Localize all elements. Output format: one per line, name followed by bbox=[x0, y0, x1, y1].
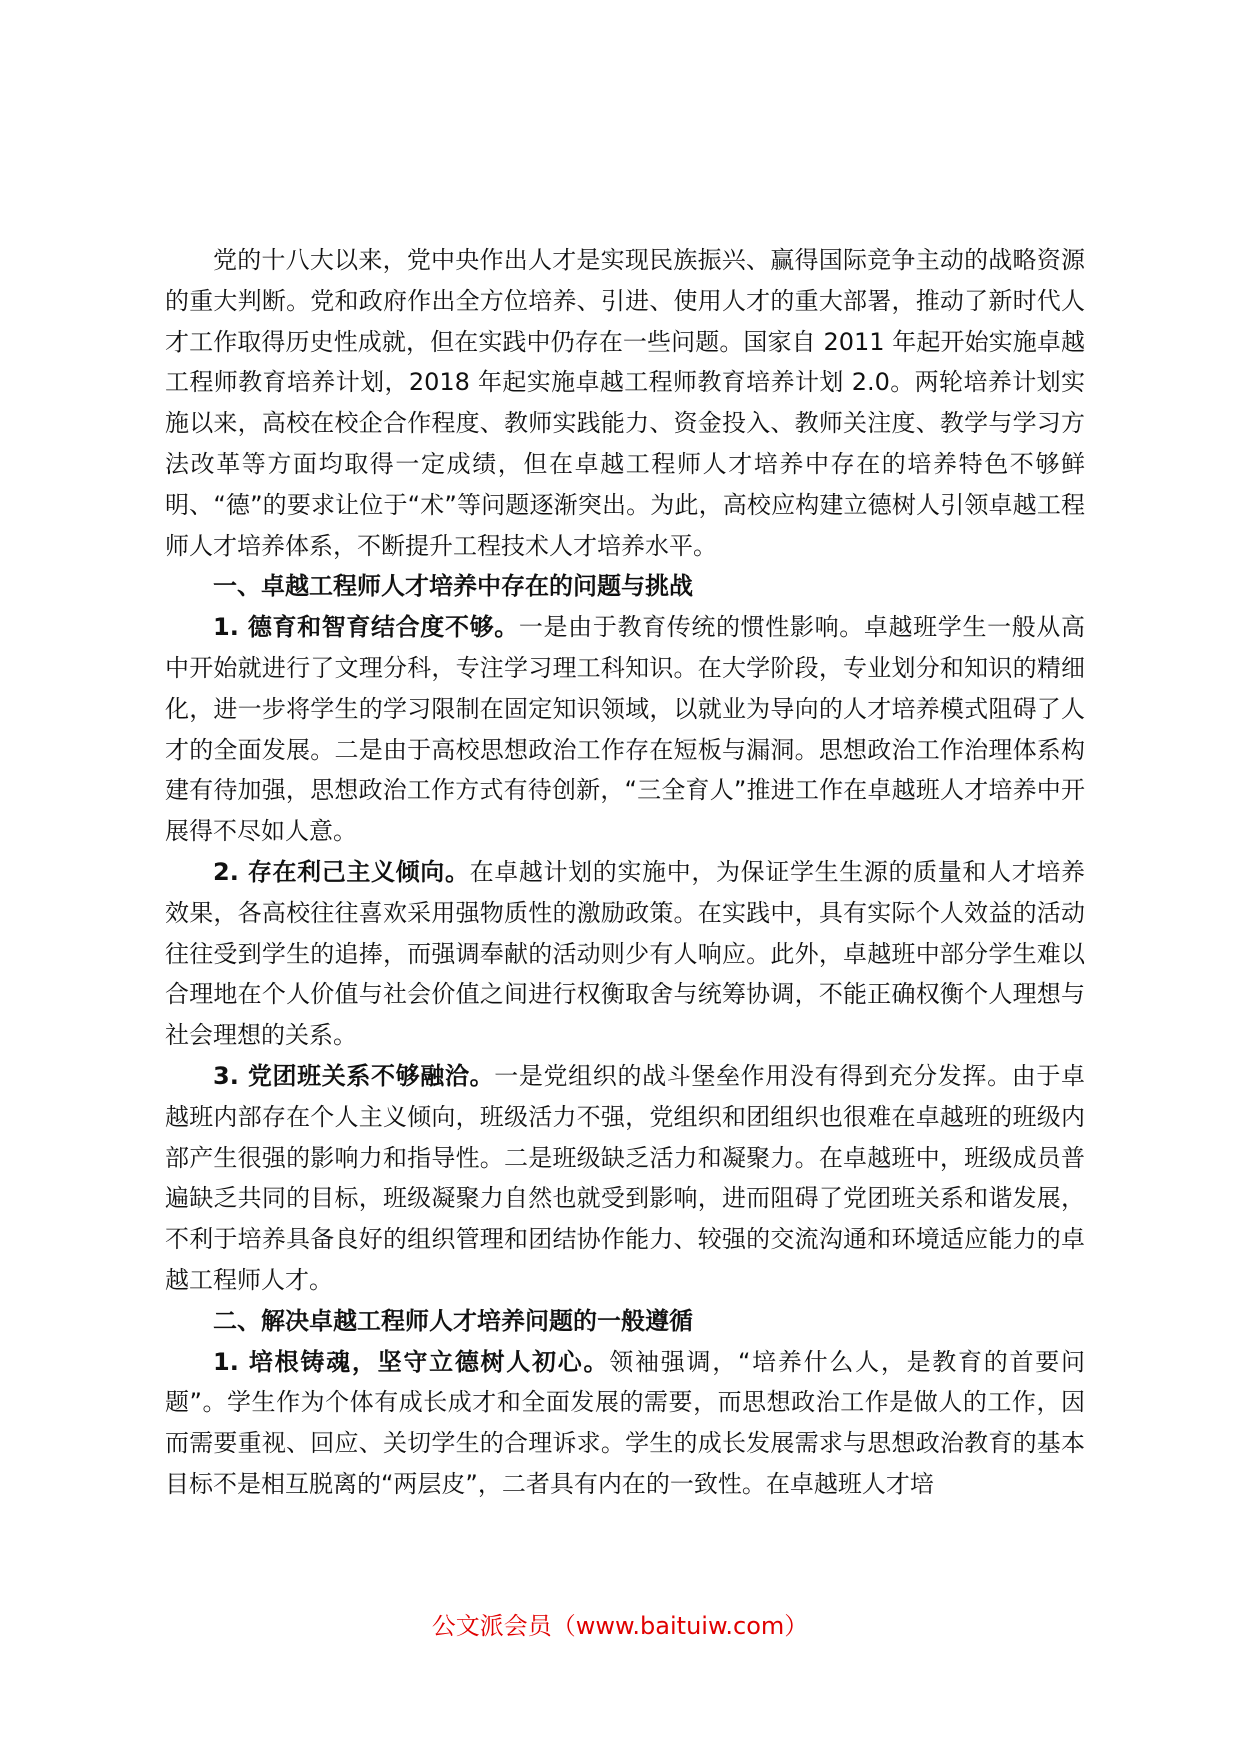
paragraph-lead: 1. 德育和智育结合度不够。 bbox=[213, 613, 519, 642]
paragraph-1-2 bbox=[165, 852, 1085, 1056]
paragraph-1-1 bbox=[165, 607, 1085, 852]
heading-text: 一、卓越工程师人才培养中存在的问题与挑战 bbox=[213, 572, 693, 601]
section-heading-1 bbox=[165, 566, 1085, 607]
paragraph-2-1 bbox=[165, 1342, 1085, 1505]
paragraph-intro bbox=[165, 240, 1085, 566]
paragraph-text: 党的十八大以来，党中央作出人才是实现民族振兴、赢得国际竞争主动的战略资源的重大判断。党和政府作出全方位培养、引进、使用人才的重大部署，推动了新时代人才工作取得历史性成就，但在实践中仍存在一些问题。国家自 2011 年起开始实施卓越工程师教育培养计划，2018 年起实施卓越工程师教育培养计划 2.0。两轮培养计划实施以来，高校在校企合作程度、教师实践能力、资金投入、教师关注度、教学与学习方法改革等方面均取得一定成绩，但在卓越工程师人才培养中存在的培养特色不够鲜明、“德”的要求让位于“术”等问题逐渐突出。为此，高校应构建立德树人引领卓越工程师人才培养体系，不断提升工程技术人才培养水平。 bbox=[165, 246, 1085, 560]
paragraph-lead: 1. 培根铸魂，坚守立德树人初心。 bbox=[213, 1347, 610, 1376]
paragraph-text: 领袖强调，“培养什么人，是教育的首要问题”。学生作为个体有成长成才和全面发展的需要，而思想政治工作是做人的工作，因而需要重视、回应、关切学生的合理诉求。学生的成长发展需求与思想政治教育的基本目标不是相互脱离的“两层皮”，二者具有内在的一致性。在卓越班人才培 bbox=[165, 1347, 1086, 1498]
heading-text: 二、解决卓越工程师人才培养问题的一般遵循 bbox=[213, 1306, 693, 1335]
paragraph-text: 一是由于教育传统的惯性影响。卓越班学生一般从高中开始就进行了文理分科，专注学习理工科知识。在大学阶段，专业划分和知识的精细化，进一步将学生的学习限制在固定知识领域，以就业为导向的人才培养模式阻碍了人才的全面发展。二是由于高校思想政治工作存在短板与漏洞。思想政治工作治理体系构建有待加强，思想政治工作方式有待创新，“三全育人”推进工作在卓越班人才培养中开展得不尽如人意。 bbox=[165, 613, 1086, 846]
paragraph-1-3 bbox=[165, 1056, 1085, 1301]
paragraph-lead: 3. 党团班关系不够融洽。 bbox=[213, 1061, 495, 1090]
paragraph-lead: 2. 存在利己主义倾向。 bbox=[213, 857, 470, 886]
paragraph-text: 一是党组织的战斗堡垒作用没有得到充分发挥。由于卓越班内部存在个人主义倾向，班级活力不强，党组织和团组织也很难在卓越班的班级内部产生很强的影响力和指导性。二是班级缺乏活力和凝聚力。在卓越班中，班级成员普遍缺乏共同的目标，班级凝聚力自然也就受到影响，进而阻碍了党团班关系和谐发展，不利于培养具备良好的组织管理和团结协作能力、较强的交流沟通和环境适应能力的卓越工程师人才。 bbox=[165, 1061, 1085, 1294]
footer-watermark-text: 公文派会员（www.baituiw.com） bbox=[431, 1612, 809, 1640]
section-heading-2 bbox=[165, 1301, 1085, 1342]
document-body bbox=[165, 240, 1085, 1505]
paragraph-text: 在卓越计划的实施中，为保证学生生源的质量和人才培养效果，各高校往往喜欢采用强物质性的激励政策。在实践中，具有实际个人效益的活动往往受到学生的追捧，而强调奉献的活动则少有人响应。此外，卓越班中部分学生难以合理地在个人价值与社会价值之间进行权衡取舍与统筹协调，不能正确权衡个人理想与社会理想的关系。 bbox=[165, 857, 1085, 1050]
